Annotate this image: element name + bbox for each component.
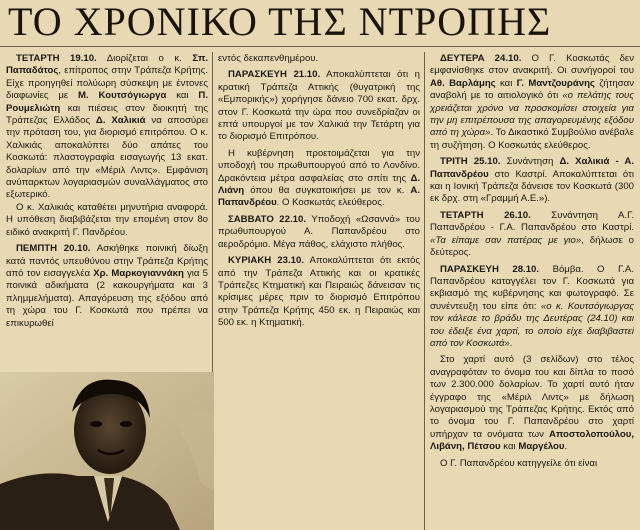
text-run: Η κυβέρνηση προετοιμάζεται για την υποδοχή του πρωθυπουργού από το Λονδίνο. Δρακόντεια μέτρα ασφαλείας στο σπίτι της <box>218 147 420 184</box>
portrait-illustration <box>0 372 214 530</box>
text-run: ΠΑΡΑΣΚΕΥΗ 21.10. <box>228 69 321 81</box>
text-run: ΚΥΡΙΑΚΗ 23.10. <box>228 255 304 267</box>
column-2 <box>218 53 420 383</box>
column-3 <box>430 53 634 530</box>
text-run: ΣΑΒΒΑΤΟ 22.10. <box>228 213 306 225</box>
text-run: ΠΑΡΑΣΚΕΥΗ 28.10. <box>440 263 540 275</box>
text-run: ζήτησαν αναβολή με το αιτιολογικό ότι <box>430 77 634 102</box>
entry-monday-24-10 <box>430 53 634 152</box>
text-run: Γ. Μαντζουράνης <box>516 77 595 89</box>
text-run: ΤΕΤΑΡΤΗ 26.10. <box>440 209 531 221</box>
text-run: «ο πελάτης τους χρειάζεται χρόνο να προσκομίσει στοιχεία για την μη επιτρέπουσα της απαγορευμένης εξόδου από τη χώρα» <box>430 90 634 139</box>
text-run: Μαργέλου <box>518 441 565 453</box>
text-run: για 5 ποινικά αδικήματα (2 κακουργήματα και 3 πλημμελήματα). Απαγόρευση της εξόδου από τη χώρα του Γ. Κοσκωτά που πρέπει να επικυρωθεί <box>6 267 208 329</box>
top-rule <box>0 46 640 47</box>
entry-friday-21-10 <box>218 69 420 143</box>
paragraph-government <box>218 148 420 210</box>
text-run: Μ. Κουτσόγιωργα <box>78 90 167 102</box>
paragraph-closing: Ο Γ. Παπανδρέου κατηγγείλε ότι είναι <box>440 457 598 469</box>
entry-tuesday-25-10 <box>430 156 634 206</box>
text-run: Στο χαρτί αυτό (3 σελίδων) στο τέλος αναγραφόταν το όνομα του και δίπλα το ποσό των 2.300.000 δολαρίων. Το χαρτί αυτό ήταν έγγραφο της «Μέριλ Λιντς» με δήλωση λογαριασμού της Τράπεζας Κρήτης. Εκτός από το όνομα του Γ. Παπανδρέου στο χαρτί υπήρχαν τα ονόματα των <box>430 354 634 440</box>
text-run: Αποστολοπούλου, Λιβάνη, Πέτσου <box>430 428 634 453</box>
text-run: Αθ. Βαρλάμης <box>430 77 496 89</box>
text-run: Δ. Χαλικιά <box>95 115 146 127</box>
text-run: και πιέσεις στον διοικητή της Τράπεζας Ελλάδος <box>6 102 208 127</box>
entry-saturday-22-10 <box>218 214 420 251</box>
man-portrait-photo <box>0 372 214 530</box>
entry-wednesday-26-10 <box>430 210 634 260</box>
text-run: «Τα είπαμε σαν πατέρας με γιο» <box>430 234 582 246</box>
text-run: . Το Δικαστικό Συμβούλιο ανέβαλε τη συζήτηση. Ο Κοσκωτάς ελεύθερος. <box>430 127 634 151</box>
text-run: ΠΕΜΠΤΗ 20.10. <box>16 243 91 255</box>
text-run: Ο Γ. Κοσκωτάς δεν εμφανίσθηκε στον ανακριτή. Οι συνήγοροί του <box>430 53 634 77</box>
text-run: Υποδοχή «Ωσαννά» του πρωθυπουργού Α. Παπανδρέου στο αεροδρόμιο. Μέγα πάθος, ελάχιστο πλήθος. <box>218 213 420 250</box>
text-run: και <box>500 441 519 453</box>
text-run: . <box>564 441 568 453</box>
text-run: Ασκήθηκε ποινική δίωξη κατά παντός υπευθύνου στην Τράπεζα Κρήτης από τον εισαγγελέα <box>6 243 208 279</box>
entry-thursday-20-10 <box>6 243 208 330</box>
text-run: ΤΕΤΑΡΤΗ 19.10. <box>16 53 97 64</box>
text-run: . Ο Κοσκωτάς ελεύθερος. <box>276 197 385 209</box>
text-run: «ο κ. Κουτσόγιωργας τον κάλεσε το βράδυ της Δευτέρας (24.10) και του έδειξε ένα χαρτί, το οποίο είχε διαβιβαστεί από τον Κοσκωτά» <box>430 300 634 349</box>
text-run: Χρ. Μαρκογιαννάκη <box>93 267 184 279</box>
text-run: Συνάντηση <box>500 156 560 168</box>
text-run: στο Καστρί. Αποκαλύπτεται ότι και η Ιονική Τράπεζα δάνεισε τον Κοσκωτά (300 εκ δρχ. στη «Γραμμή Α.Ε.»). <box>430 168 634 205</box>
text-run: Σπ. Παπαδάτος <box>6 53 208 77</box>
text-run: Διορίζεται ο κ. <box>96 53 193 64</box>
paragraph-halikias: Ο κ. Χαλικιάς καταθέτει μηνυτήρια αναφορά. Η υπόθεση διαβιβάζεται την επομένη στον 8ο ειδικό ανακριτή Γ. Πανδρέου. <box>6 201 208 238</box>
text-run: . <box>509 337 513 349</box>
text-run: να αποσύρει την πρόταση του, για διορισμό επιτρόπου. Ο κ. Χαλικιάς αποκαλύπτει δύο απάτες του Κοσκωτά: πλαστογραφία εισαγωγής 13 εκατ. δολαρίων από την «Μέριλ Λιντς». Εμφάνιση ανύπαρκτων λογαριασμών συναλλάγματος στο εξωτερικό. <box>6 115 208 201</box>
text-run: Συνάντηση Α.Γ. Παπανδρέου - Γ.Α. Παπανδρέου στο Καστρί. <box>430 209 634 234</box>
text-run: όπου θα συγκατοικήσει με τον κ. <box>244 185 411 197</box>
text-run: ΤΡΙΤΗ 25.10. <box>440 156 501 168</box>
paragraph-document <box>430 354 634 453</box>
text-run: Αποκαλύπτεται ότι η κρατική Τράπεζα Αττικής (θυγατρική της «Εμπορικής») χορήγησε δάνειο 700 εκατ. δρχ. στον Γ. Κοσκωτά την ώρα που συνεδρίαζαν οι επτά υπουργοί με τον Χαλικιά την Τετάρτη για το διορισμό Επιτρόπου. <box>218 69 420 143</box>
column-divider-2 <box>424 52 425 530</box>
headline: ΤΟ ΧΡΟΝΙΚΟ ΤΗΣ ΝΤΡΟΠΗΣ <box>8 0 552 44</box>
column-1 <box>6 53 208 375</box>
text-run: Αποκαλύπτεται ότι εκτός από την Τράπεζα Αττικής και οι κρατικές Τράπεζες Κτηματική και Πειραιώς δάνεισαν τις κρίσιμες μέρες πριν το διορισμό Επιτρόπου στην Τράπεζα Κρήτης 450 εκ. η Πειραιώς και 500 εκ. η Κτηματική. <box>218 255 420 329</box>
text-run: και <box>166 90 199 102</box>
column-divider-1 <box>212 52 213 382</box>
text-run: Α. Παπανδρέου <box>218 185 420 209</box>
continuation-text: εντός δεκαπενθημέρου. <box>218 53 319 64</box>
entry-wednesday-19-10 <box>6 53 208 202</box>
text-run: και <box>495 77 517 89</box>
text-run: , επίτροπος στην Τράπεζα Κρήτης. Είχε προηγηθεί πολύωρη σύσκεψη με έντονες διαφωνίες με <box>6 65 208 102</box>
text-run: , δήλωσε ο δεύτερος. <box>430 234 634 259</box>
entry-friday-28-10 <box>430 264 634 351</box>
text-run: ΔΕΥΤΕΡΑ 24.10. <box>440 53 522 64</box>
text-run: Δ. Λιάνη <box>218 172 420 197</box>
text-run: Βόμβα. Ο Γ.Α. Παπανδρέου καταγγέλει τον Γ. Κοσκωτά για εκβιασμό της κυβέρνησης και φωτογραφό. Σε συνέντευξη του είπε ότι: <box>430 263 634 312</box>
entry-sunday-23-10 <box>218 255 420 329</box>
text-run: Π. Ρουμελιώτη <box>6 90 208 114</box>
text-run: Δ. Χαλικιά - Α. Παπανδρέου <box>430 156 634 180</box>
